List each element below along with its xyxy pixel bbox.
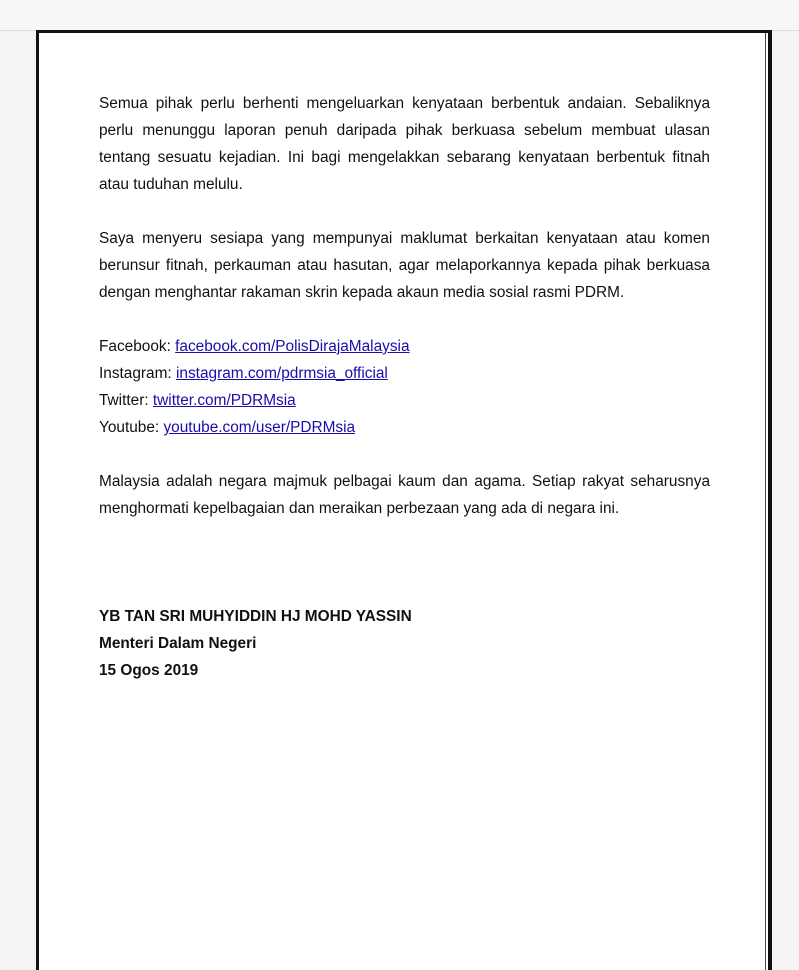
signatory-name: YB TAN SRI MUHYIDDIN HJ MOHD YASSIN [99,608,412,625]
social-link-facebook [99,333,710,360]
social-links-list [99,333,710,441]
signatory-title: Menteri Dalam Negeri [99,635,257,652]
instagram-link[interactable]: instagram.com/pdrmsia_official [176,365,388,382]
social-link-instagram [99,360,710,387]
social-link-label: Facebook: [99,338,171,355]
document-page [36,30,772,970]
youtube-link[interactable]: youtube.com/user/PDRMsia [163,419,356,436]
paragraph-report-call: Saya menyeru sesiapa yang mempunyai maklumat berkaitan kenyataan atau komen berunsur fitnah, perkauman atau hasutan, agar melaporkannya kepada pihak berkuasa dengan menghantar rakaman skrin kepada akaun media sosial rasmi PDRM. [99,230,710,301]
social-link-youtube [99,414,710,441]
paragraph-statements: Semua pihak perlu berhenti mengeluarkan kenyataan berbentuk andaian. Sebaliknya perlu menunggu laporan penuh daripada pihak berkuasa sebelum membuat ulasan tentang sesuatu kejadian. Ini bagi mengelakkan sebarang kenyataan berbentuk fitnah atau tuduhan melulu. [99,95,710,193]
social-link-label: Instagram: [99,365,172,382]
facebook-link[interactable]: facebook.com/PolisDirajaMalaysia [175,338,410,355]
twitter-link[interactable]: twitter.com/PDRMsia [152,392,296,409]
signature-block [99,603,710,684]
social-link-label: Youtube: [99,419,160,436]
paragraph-closing: Malaysia adalah negara majmuk pelbagai kaum dan agama. Setiap rakyat seharusnya menghormati kepelbagaian dan meraikan perbezaan yang ada di negara ini. [99,473,710,517]
social-link-label: Twitter: [99,392,149,409]
signature-date: 15 Ogos 2019 [99,662,199,679]
document-body [99,90,710,684]
social-link-twitter [99,387,710,414]
previous-page-edge [0,0,799,31]
